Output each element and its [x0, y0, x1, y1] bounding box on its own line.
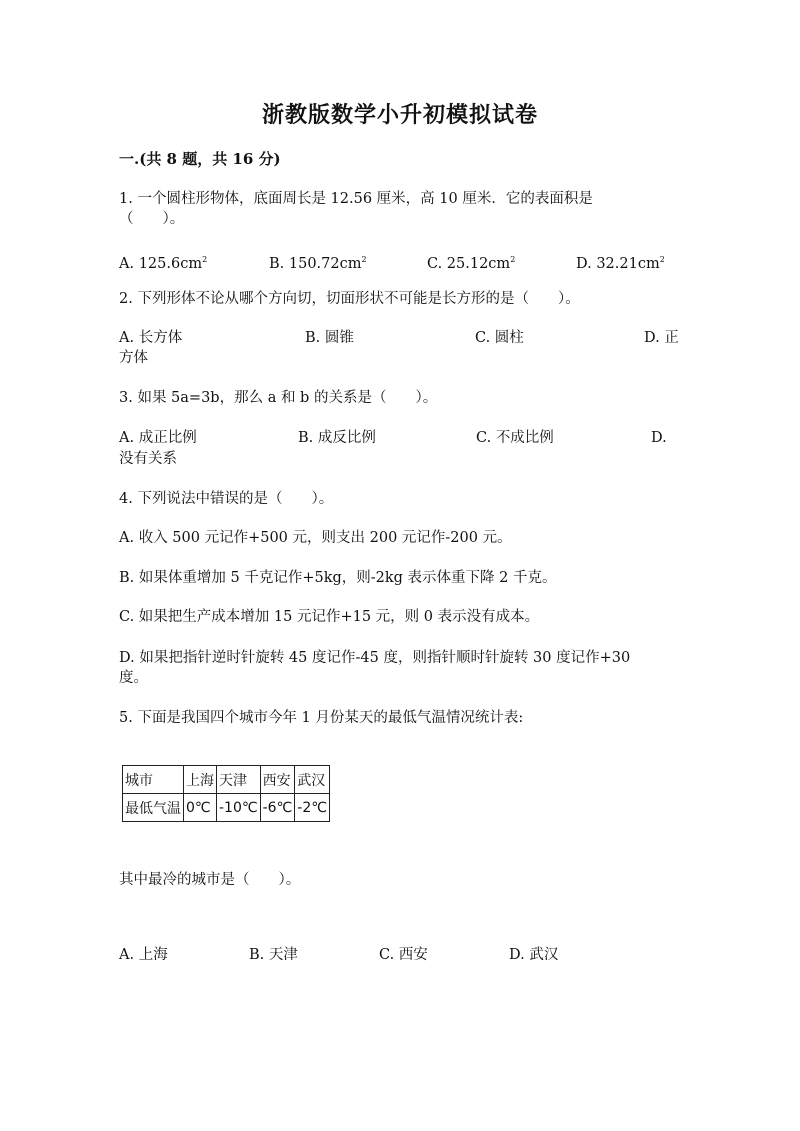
- q2-option-b: B. 圆锥: [305, 330, 354, 346]
- q2-option-c: C. 圆柱: [475, 330, 524, 346]
- question-2-text: 2. 下列形体不论从哪个方向切，切面形状不可能是长方形的是（ ）。: [119, 291, 580, 307]
- q3-option-b: B. 成反比例: [298, 430, 376, 446]
- question-5-prompt: 其中最冷的城市是（ ）。: [119, 872, 301, 888]
- q4-option-a: A. 收入 500 元记作+500 元，则支出 200 元记作-200 元。: [119, 530, 512, 546]
- q1-option-a: A. $125.6cm^2$: [119, 255, 208, 272]
- section-heading: 一.(共 8 题，共 16 分): [119, 150, 281, 168]
- q3-option-d-wrap: 没有关系: [119, 451, 177, 467]
- table-cell: -10℃: [217, 794, 261, 822]
- table-cell: 天津: [217, 766, 261, 794]
- table-cell: 0℃: [184, 794, 217, 822]
- q4-option-d-line-1: D. 如果把指针逆时针旋转 45 度记作-45 度，则指针顺时针旋转 30 度记作+30: [119, 650, 631, 666]
- table-cell: -6℃: [260, 794, 295, 822]
- q2-option-a: A. 长方体: [119, 330, 183, 346]
- question-1-line-1: 1. 一个圆柱形物体，底面周长是 12.56 厘米，高 10 厘米．它的表面积是: [119, 191, 593, 207]
- question-1-line-2: （ ）。: [119, 211, 185, 227]
- question-3-text: 3. 如果 5a=3b，那么 a 和 b 的关系是（ ）。: [119, 390, 438, 406]
- table-row: [123, 794, 330, 822]
- table-cell: 城市: [123, 766, 184, 794]
- table-cell: 最低气温: [123, 794, 184, 822]
- q5-option-d: D. 武汉: [509, 947, 559, 963]
- q4-option-c: C. 如果把生产成本增加 15 元记作+15 元，则 0 表示没有成本。: [119, 609, 540, 625]
- q1-option-c: C. $25.12cm^2$: [427, 255, 516, 272]
- q2-option-d-wrap: 方体: [119, 350, 148, 366]
- question-5-text: 5. 下面是我国四个城市今年 1 月份某天的最低气温情况统计表:: [119, 710, 524, 726]
- q1-option-b: B. $150.72cm^2$: [269, 255, 367, 272]
- q5-option-b: B. 天津: [249, 947, 298, 963]
- question-4-text: 4. 下列说法中错误的是（ ）。: [119, 491, 334, 507]
- q3-option-a: A. 成正比例: [119, 430, 197, 446]
- table-cell: -2℃: [295, 794, 330, 822]
- q2-option-d: D. 正: [644, 330, 679, 346]
- temperature-table: [122, 765, 330, 822]
- table-cell: 上海: [184, 766, 217, 794]
- q1-option-d: D. $32.21cm^2$: [576, 255, 665, 272]
- q3-option-d: D.: [651, 430, 667, 446]
- table-cell: 西安: [260, 766, 295, 794]
- table-cell: 武汉: [295, 766, 330, 794]
- q4-option-d-line-2: 度。: [119, 670, 148, 686]
- q5-option-a: A. 上海: [119, 947, 168, 963]
- page-title: 浙教版数学小升初模拟试卷: [261, 102, 538, 128]
- q3-option-c: C. 不成比例: [476, 430, 554, 446]
- q4-option-b: B. 如果体重增加 5 千克记作+5kg，则-2kg 表示体重下降 2 千克。: [119, 570, 557, 586]
- table-header-row: [123, 766, 330, 794]
- q5-option-c: C. 西安: [379, 947, 428, 963]
